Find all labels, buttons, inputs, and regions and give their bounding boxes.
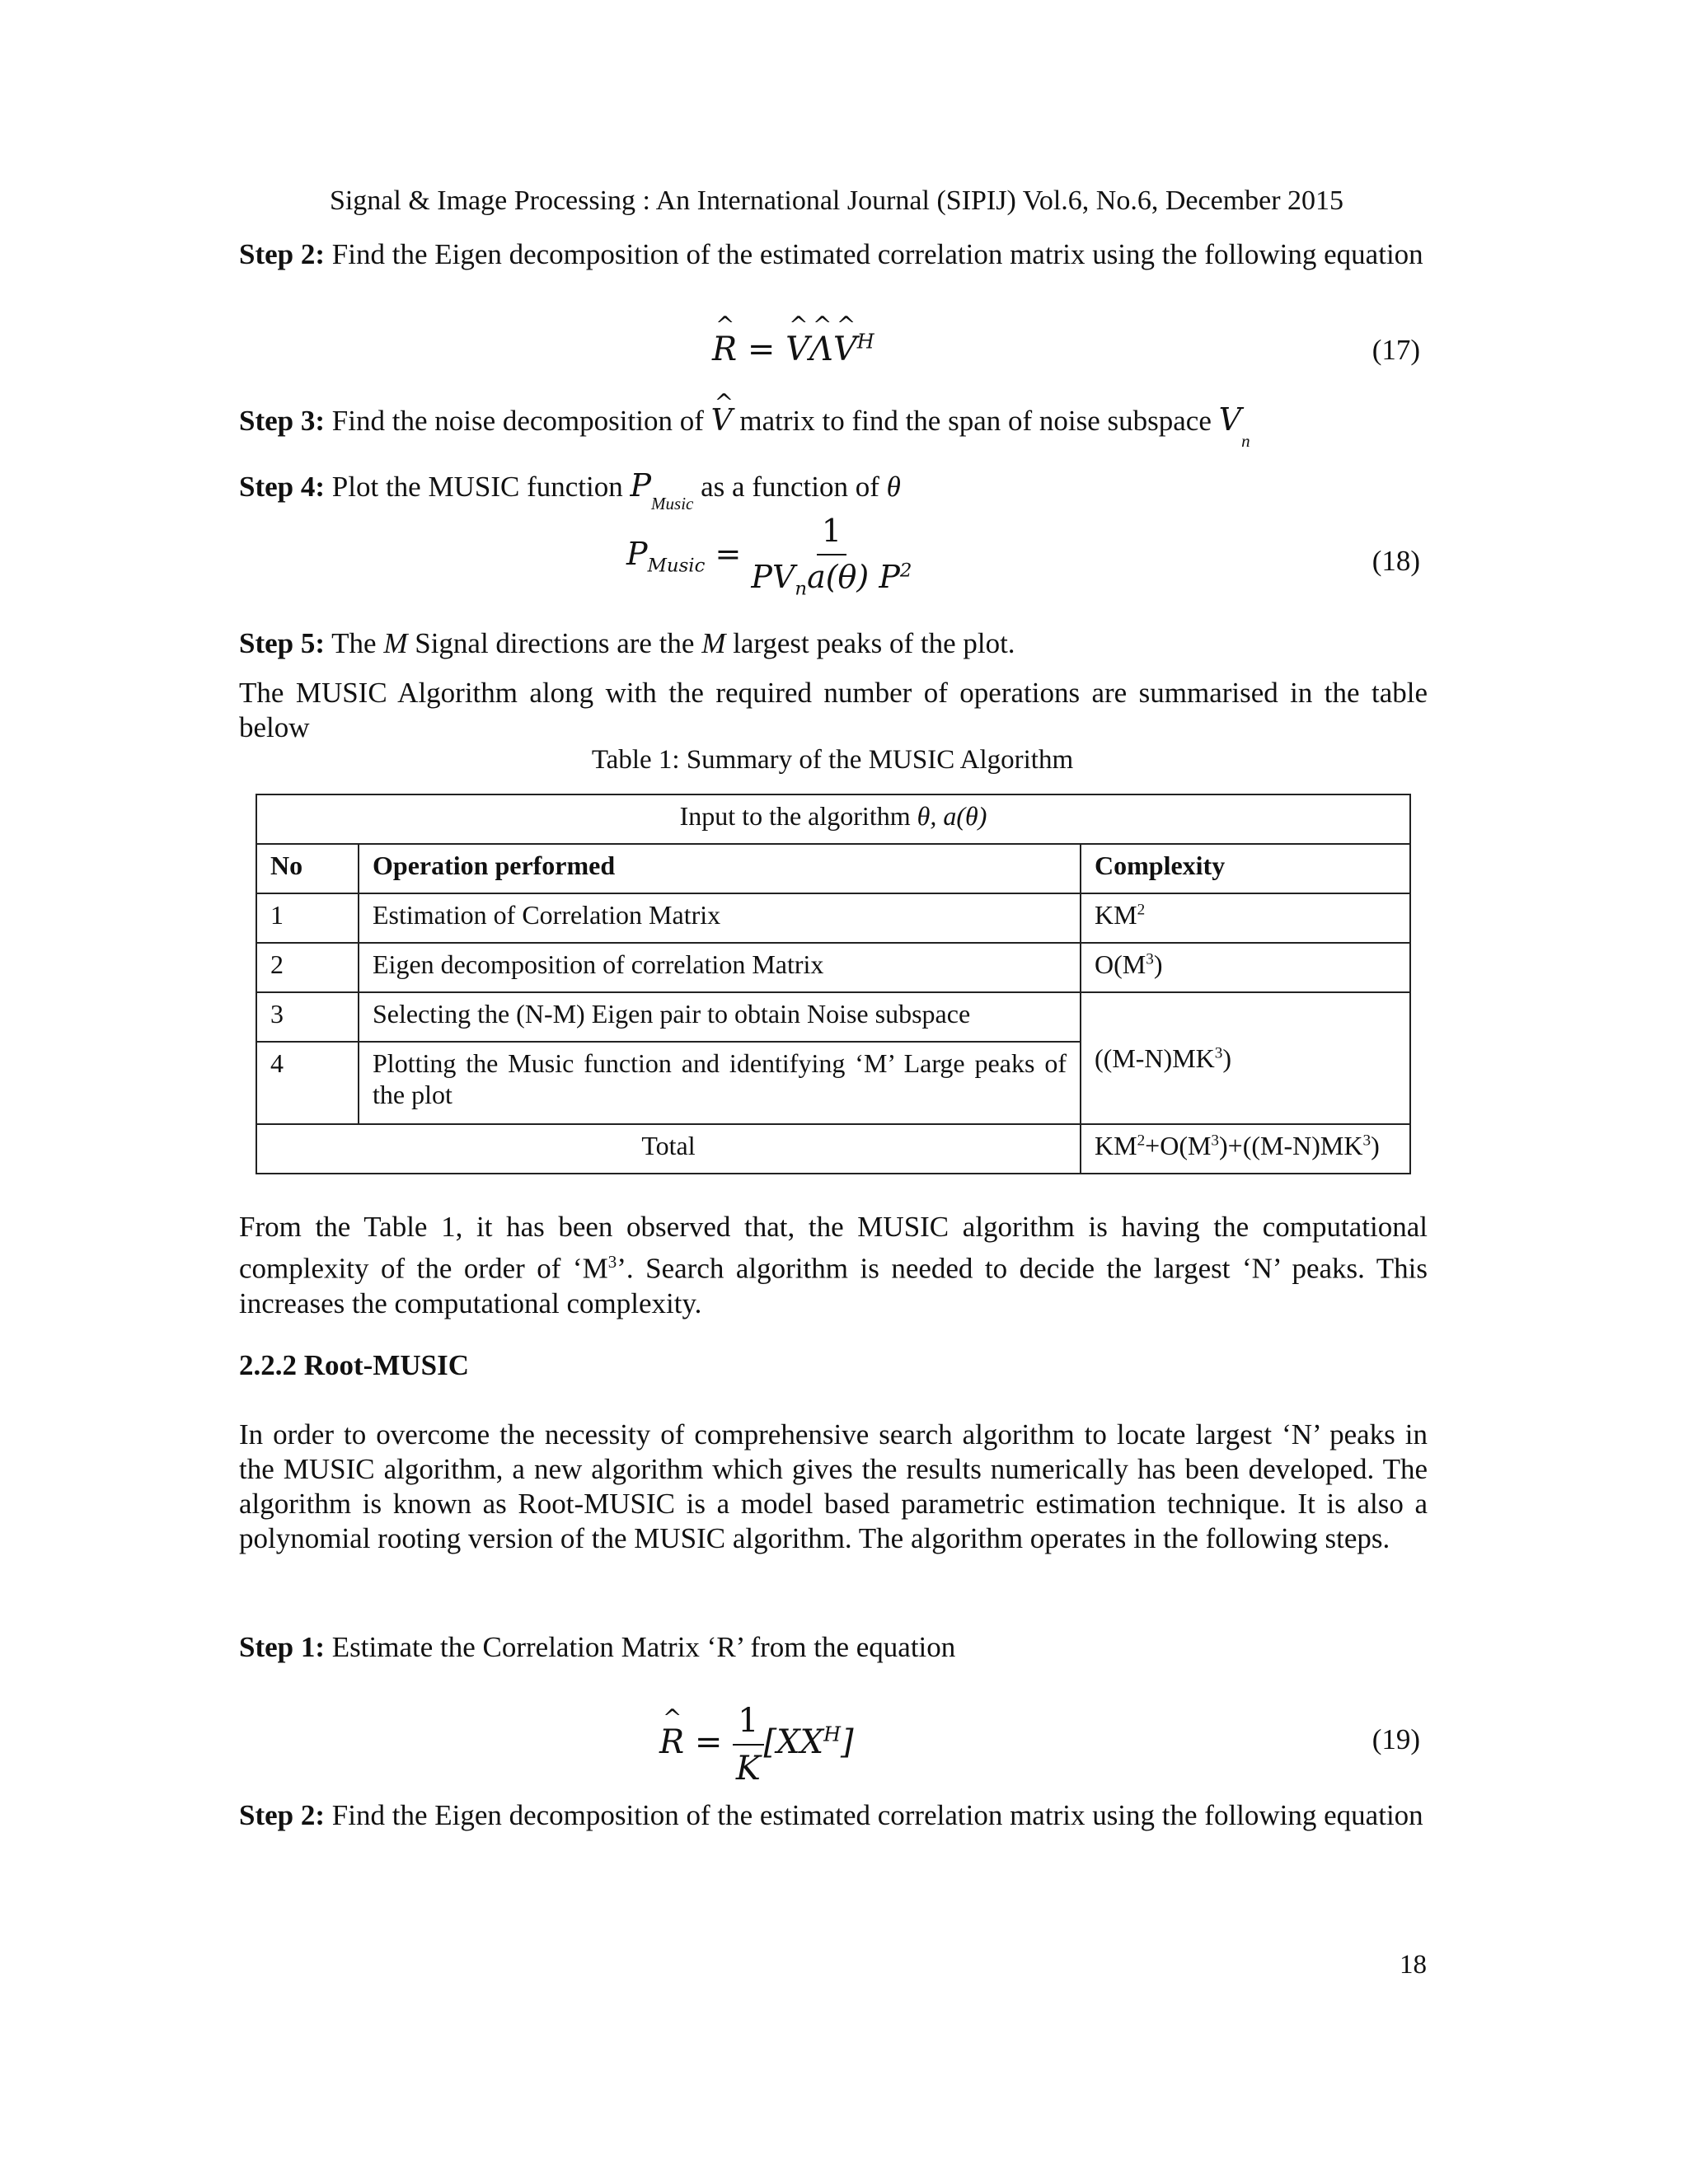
step-text: matrix to find the span of noise subspace (732, 405, 1219, 437)
input-vars: θ, a(θ) (917, 801, 987, 831)
eq18-den-sup: 2 (899, 559, 912, 581)
music-fn-sub: Music (651, 494, 694, 513)
table-row (256, 943, 1410, 992)
eq18-den-sub: n (795, 578, 808, 600)
music-fn-p: P (630, 467, 652, 504)
section-heading: 2.2.2 Root-MUSIC (239, 1349, 470, 1381)
header-no: No (256, 844, 359, 893)
eq19-sup: H (823, 1722, 842, 1746)
eq17-lhs: ^ R (712, 330, 737, 369)
running-header: Signal & Image Processing : An International Journal (SIPIJ) Vol.6, No.6, December 2015 (329, 185, 1344, 216)
eq18-den-rest: a(θ) P (807, 558, 900, 595)
eq18-lhs-sub: Music (647, 555, 706, 577)
step-4-paragraph (239, 468, 1428, 514)
table-row (256, 992, 1410, 1042)
eq17-v2: ^ V (833, 330, 857, 369)
noise-subspace-v: V (1218, 401, 1242, 438)
para-sup: 3 (607, 1252, 617, 1272)
cell-operation: Selecting the (N-M) Eigen pair to obtain Noise subspace (359, 992, 1081, 1042)
table-discussion-paragraph (239, 1210, 1428, 1321)
cell-operation: Plotting the Music function and identifying ‘M’ Large peaks of the plot (359, 1042, 1081, 1124)
m-var: M (383, 627, 408, 659)
step-1-paragraph (239, 1630, 1428, 1665)
equation-17: ^ R = ^ V^ Λ^ $V^H$ (712, 330, 874, 369)
cell-operation: Estimation of Correlation Matrix (359, 893, 1081, 943)
table-caption: Table 1: Summary of the MUSIC Algorithm (591, 745, 1074, 775)
equation-19-number: (19) (1372, 1723, 1420, 1755)
cell-complexity (1081, 893, 1410, 943)
complexity-base: O(M (1095, 949, 1146, 979)
noise-subspace-sub: n (1241, 431, 1250, 451)
eq17-v: ^ V (785, 330, 809, 369)
total-part: KM (1095, 1131, 1137, 1160)
eq19-close: ] (841, 1723, 854, 1761)
step-5-paragraph (239, 626, 1428, 661)
step-text: Find the Eigen decomposition of the estimated correlation matrix using the following equation (325, 238, 1423, 270)
summary-paragraph: The MUSIC Algorithm along with the required number of operations are summarised in the table below (239, 677, 1428, 743)
step-label: Step 2: (239, 238, 326, 270)
total-sup: 2 (1137, 1132, 1146, 1150)
step-text: Find the noise decomposition of (325, 405, 711, 437)
header-operation: Operation performed (359, 844, 1081, 893)
equation-18: $P_{Music}$ = $\frac{1}{PV_na(\theta) P^2}$ (626, 513, 912, 600)
step-text: Find the Eigen decomposition of the estimated correlation matrix using the following equation (325, 1799, 1423, 1831)
step-text: Signal directions are the (407, 627, 702, 659)
eq18-numerator: 1 (817, 513, 846, 555)
step-3-paragraph (239, 401, 1428, 451)
cell-complexity (1081, 943, 1410, 992)
step-label: Step 2: (239, 1799, 326, 1831)
eq18-lhs: P (626, 535, 648, 572)
cell-no: 2 (256, 943, 359, 992)
eq19-bracket: [XX (763, 1723, 824, 1761)
total-sup: 3 (1211, 1132, 1220, 1150)
input-label: Input to the algorithm (679, 801, 917, 831)
equation-19: ^ R = $\frac{1}{K}$ $[XX^H]$ (659, 1701, 854, 1788)
eq19-lhs: ^ R (659, 1722, 684, 1762)
complexity-sup: 3 (1214, 1044, 1223, 1062)
eq17-lambda: ^ Λ (809, 330, 833, 369)
eq19-denominator: K (735, 1750, 761, 1788)
page-number: 18 (1400, 1950, 1427, 1980)
table-input-row (256, 794, 1410, 844)
eq19-numerator: 1 (733, 1701, 763, 1746)
complexity-base: ((M-N)MK (1095, 1043, 1215, 1073)
root-music-paragraph: In order to overcome the necessity of comprehensive search algorithm to locate largest ‘N’ peaks in the MUSIC algorithm, a new algorithm which gives the results numerically has been developed. The algorithm is known as Root-MUSIC is a model based parametric estimation technique. It is also a polynomial rooting version of the MUSIC algorithm. The algorithm operates in the following steps. (239, 1418, 1428, 1554)
eq18-fraction (751, 513, 912, 601)
step-label: Step 5: (239, 627, 326, 659)
total-part: )+((M-N)MK (1219, 1131, 1363, 1160)
theta: θ (886, 471, 901, 503)
total-sup: 3 (1362, 1132, 1372, 1150)
complexity-end: ) (1153, 949, 1163, 979)
m-var: M (701, 627, 726, 659)
step-text: Estimate the Correlation Matrix ‘R’ from the equation (325, 1631, 956, 1663)
cell-no: 1 (256, 893, 359, 943)
step-label: Step 3: (239, 405, 326, 437)
step-2-paragraph (239, 237, 1428, 272)
cell-no: 3 (256, 992, 359, 1042)
step-text: The (325, 627, 384, 659)
total-part: +O(M (1145, 1131, 1212, 1160)
total-complexity (1081, 1124, 1410, 1174)
eq18-den-pv: PV (751, 558, 795, 595)
summary-table (256, 794, 1411, 1174)
total-label: Total (256, 1124, 1081, 1174)
table-row (256, 893, 1410, 943)
complexity-base: KM (1095, 900, 1137, 930)
step-text: as a function of (693, 471, 887, 503)
complexity-sup: 3 (1146, 950, 1154, 968)
para-text: From the Table 1, it has been observed that, the MUSIC algorithm is having the computational complexity of the order of ‘M (239, 1211, 1428, 1285)
step-label: Step 4: (239, 471, 326, 503)
complexity-end: ) (1222, 1043, 1231, 1073)
equation-17-number: (17) (1372, 334, 1420, 366)
step-text: Plot the MUSIC function (325, 471, 631, 503)
step-text: largest peaks of the plot. (725, 627, 1015, 659)
eq19-fraction (733, 1701, 763, 1788)
table-header-row (256, 844, 1410, 893)
equation-18-number: (18) (1372, 545, 1420, 577)
table-total-row (256, 1124, 1410, 1174)
cell-operation: Eigen decomposition of correlation Matrix (359, 943, 1081, 992)
matrix-v: ^ V (711, 404, 733, 438)
total-part: ) (1371, 1131, 1380, 1160)
eq18-denominator (751, 555, 912, 601)
step-2b-paragraph (239, 1798, 1428, 1833)
para-text: ’. Search algorithm is needed to decide the largest ‘N’ peaks. This increases the computational complexity. (239, 1252, 1428, 1319)
step-label: Step 1: (239, 1631, 326, 1663)
table-input-cell (256, 794, 1410, 844)
header-complexity: Complexity (1081, 844, 1410, 893)
eq17-sup: H (856, 330, 874, 354)
cell-no: 4 (256, 1042, 359, 1124)
complexity-sup: 2 (1137, 901, 1146, 919)
cell-complexity-merged (1081, 992, 1410, 1124)
